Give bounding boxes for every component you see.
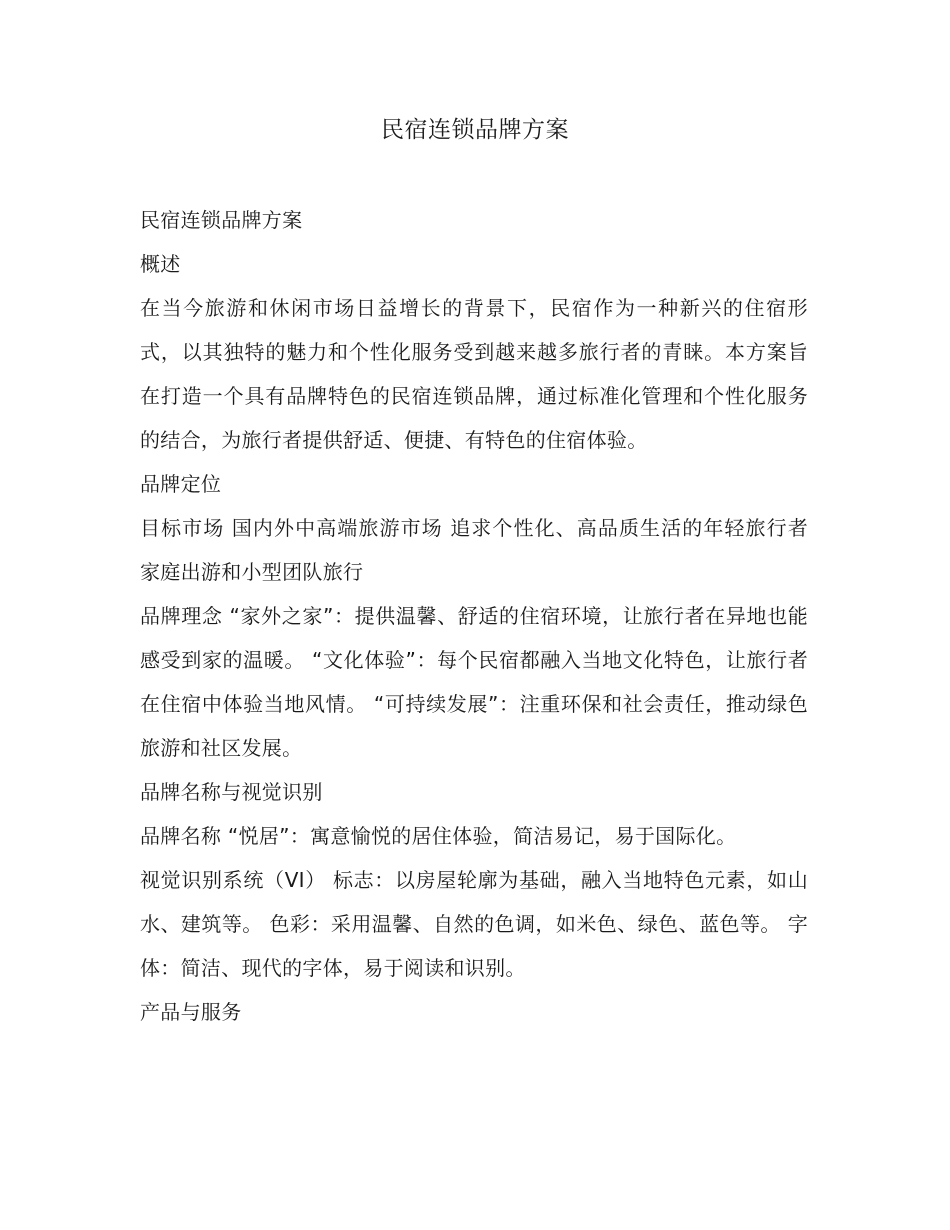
heading-overview: 概述 <box>140 252 181 276</box>
paragraph-brand-name: 品牌名称 “悦居”：寓意愉悦的居住体验，简洁易记，易于国际化。 <box>140 824 737 848</box>
paragraph-overview: 在当今旅游和休闲市场日益增长的背景下，民宿作为一种新兴的住宿形式，以其独特的魅力和个性化服务受到越来越多旅行者的青睐。本方案旨在打造一个具有品牌特色的民宿连锁品牌，通过标准化管理和个性化服务的结合，为旅行者提供舒适、便捷、有特色的住宿体验。 <box>140 296 808 452</box>
heading-brand-positioning: 品牌定位 <box>140 472 222 496</box>
document-body <box>140 198 808 1034</box>
heading-brand-name-visual: 品牌名称与视觉识别 <box>140 780 323 804</box>
paragraph-target-market: 目标市场 国内外中高端旅游市场 追求个性化、高品质生活的年轻旅行者 家庭出游和小型团队旅行 <box>140 516 808 584</box>
document-title: 民宿连锁品牌方案 <box>381 117 569 143</box>
subtitle: 民宿连锁品牌方案 <box>140 208 303 232</box>
paragraph-brand-philosophy: 品牌理念 “家外之家”：提供温馨、舒适的住宿环境，让旅行者在异地也能感受到家的温暖。 “文化体验”：每个民宿都融入当地文化特色，让旅行者在住宿中体验当地风情。 “可持续发展”：注重环保和社会责任，推动绿色旅游和社区发展。 <box>140 604 808 760</box>
paragraph-visual-identity: 视觉识别系统（VI） 标志：以房屋轮廓为基础，融入当地特色元素，如山水、建筑等。 色彩：采用温馨、自然的色调，如米色、绿色、蓝色等。 字体：简洁、现代的字体，易于阅读和识别。 <box>140 868 808 980</box>
heading-products-services: 产品与服务 <box>140 1000 242 1024</box>
